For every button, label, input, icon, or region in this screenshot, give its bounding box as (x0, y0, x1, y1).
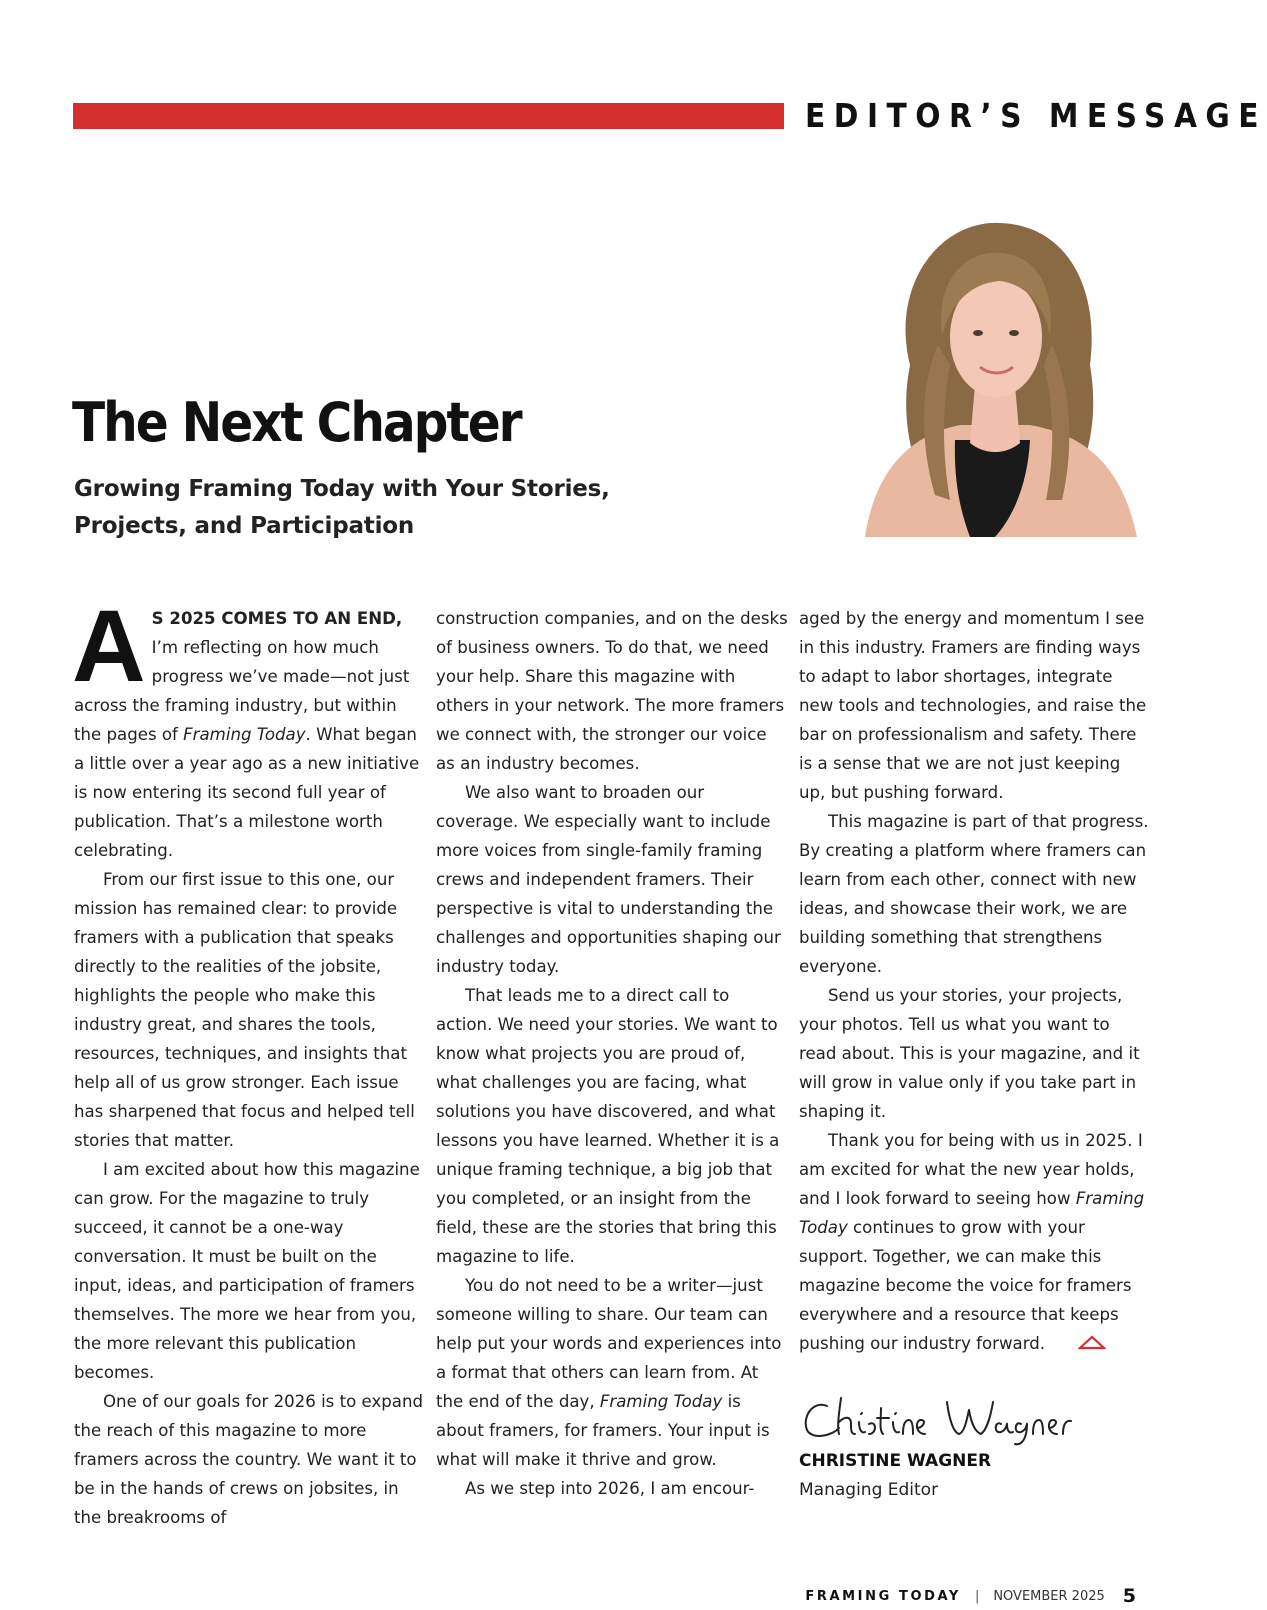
article-title: The Next Chapter (72, 391, 521, 454)
paragraph: From our first issue to this one, our mission has remained clear: to provide framers with a publication that speaks directly to the realities of the jobsite, highlights the people who make this industry great, and shares the tools, resources, techniques, and insights that help all of us grow stronger. Each issue has sharpened that focus and helped tell stories that matter. (74, 870, 415, 1150)
article-subtitle: Growing Framing Today with Your Stories, Projects, and Participation (74, 476, 610, 539)
editor-name: CHRISTINE WAGNER (799, 1451, 992, 1471)
footer-magazine-name: FRAMING TODAY (805, 1588, 961, 1604)
magazine-name: Framing Today (799, 1189, 1145, 1237)
paragraph: As we step into 2026, I am encour- (465, 1479, 755, 1498)
drop-cap: A (72, 589, 146, 703)
editor-portrait-photo (850, 215, 1137, 537)
editor-role: Managing Editor (799, 1480, 939, 1500)
paragraph: One of our goals for 2026 is to expand the reach of this magazine to more framers across the country. We want it to be in the hands of crews on jobsites, in the breakrooms of (74, 1392, 424, 1527)
paragraph (436, 1271, 788, 1474)
paragraph: aged by the energy and momentum I see in this industry. Framers are finding ways to adapt to labor shortages, integrate new tools and technologies, and raise the bar on professionalism and safety. There is a sense that we are not just keeping up, but pushing forward. (799, 609, 1147, 802)
paragraph-text: is about framers, for framers. Your input is what will make it thrive and grow. (436, 1392, 770, 1469)
paragraph: Send us your stories, your projects, your photos. Tell us what you want to read about. This is your magazine, and it will grow in value only if you take part in shaping it. (799, 986, 1140, 1121)
lead-in: S 2025 COMES TO AN END, (151, 609, 403, 628)
paragraph-text: continues to grow with your support. Together, we can make this magazine become the voice for framers everywhere and a resource that keeps pushing our industry forward. (799, 1218, 1132, 1353)
portrait-illustration (850, 215, 1137, 537)
paragraph: That leads me to a direct call to action. We need your stories. We want to know what projects you are proud of, what challenges you are facing, what solutions you have discovered, and what lessons you have learned. Whether it is a unique framing technique, a big job that you completed, or an insight from the field, these are the stories that bring this magazine to life. (436, 986, 780, 1266)
paragraph: We also want to broaden our coverage. We especially want to include more voices from single-family framing crews and independent framers. Their perspective is vital to understanding the challenges and opportunities shaping our industry today. (436, 783, 781, 976)
paragraph (72, 589, 426, 865)
roof-triangle-icon (1049, 1330, 1106, 1359)
paragraph (799, 1126, 1151, 1359)
handwritten-signature (797, 1388, 1097, 1448)
page-footer (805, 1582, 1136, 1610)
paragraph: construction companies, and on the desks of business owners. To do that, we need your help. Share this magazine with others in your network. The more framers we connect with, the stronger our voice as an industry becomes. (436, 609, 788, 773)
paragraph-text: Thank you for being with us in 2025. I am excited for what the new year holds, and I look forward to seeing how (799, 1131, 1143, 1208)
section-label: EDITOR’S MESSAGE (805, 96, 1267, 135)
magazine-name: Framing Today (599, 1392, 723, 1411)
magazine-name: Framing Today (183, 725, 306, 744)
page-number: 5 (1122, 1585, 1136, 1607)
article-column-3 (799, 604, 1151, 1359)
paragraph-text: I’m reflecting on how much progress we’ve made—not just across the framing industry, but within the pages of (74, 638, 410, 744)
paragraph: This magazine is part of that progress. By creating a platform where framers can learn from each other, connect with new ideas, and showcase their work, we are building something that strengthens everyone. (799, 812, 1149, 976)
footer-separator: | (974, 1588, 980, 1604)
article-column-2 (436, 604, 788, 1503)
footer-issue-date: NOVEMBER 2025 (993, 1588, 1105, 1604)
paragraph-text: . What began a little over a year ago as a new initiative is now entering its second full year of publication. That’s a milestone worth celebrating. (74, 725, 420, 860)
paragraph-text: You do not need to be a writer—just someone willing to share. Our team can help put your words and experiences into a format that others can learn from. At the end of the day, (436, 1276, 782, 1411)
paragraph: I am excited about how this magazine can grow. For the magazine to truly succeed, it cannot be a one-way conversation. It must be built on the input, ideas, and participation of framers themselves. The more we hear from you, the more relevant this publication becomes. (74, 1160, 420, 1382)
header-accent-bar (73, 103, 784, 129)
article-column-1 (72, 589, 426, 1532)
